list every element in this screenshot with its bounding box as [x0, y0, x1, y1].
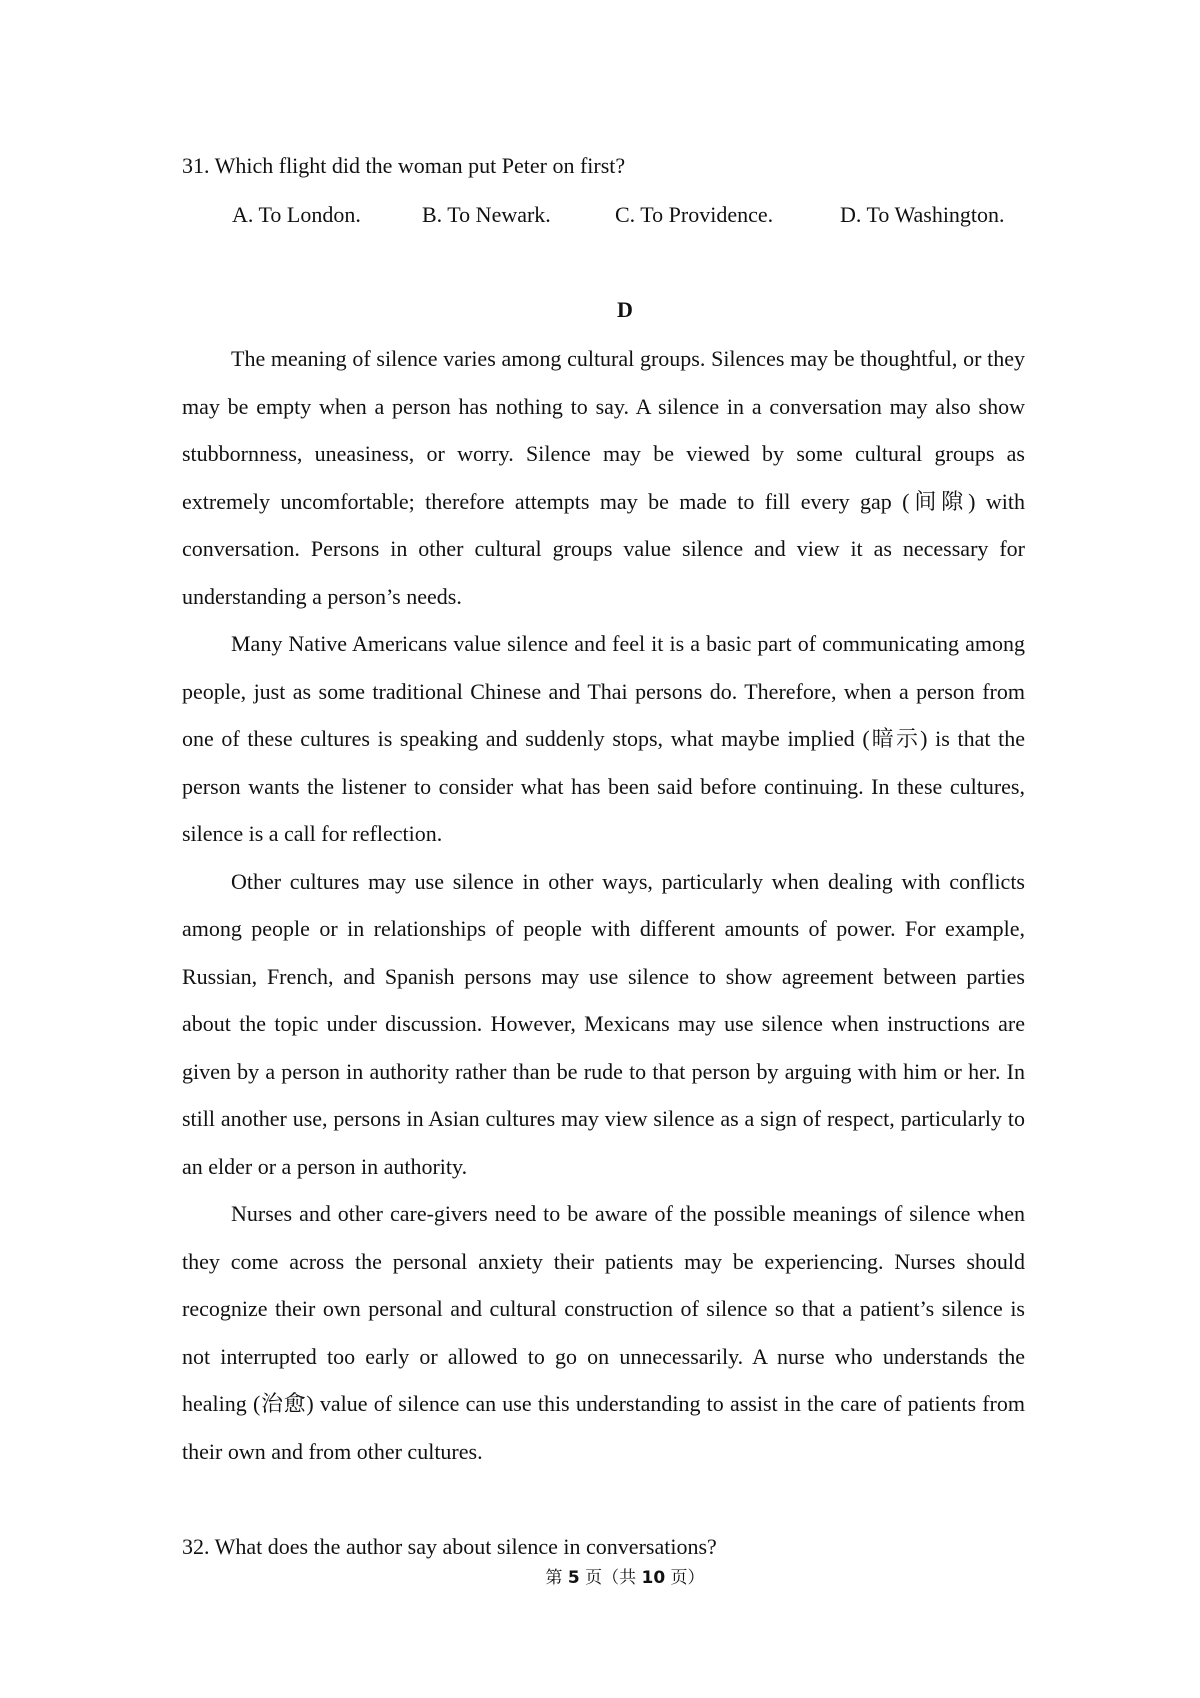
passage-paragraph: The meaning of silence varies among cultural groups. Silences may be thoughtful, or they may be empty when a person has nothing to say. A silence in a conversation may also show stubbornness, uneasiness, or worry. Silence may be viewed by some cultural groups as extremely uncomfortable; therefore attempts may be made to fill every gap (间隙) with conversation. Persons in other cultural groups value silence and view it as necessary for understanding a person’s needs. — [182, 346, 1025, 609]
reading-passage — [182, 335, 1025, 1475]
passage-paragraph: Many Native Americans value silence and feel it is a basic part of communicating among people, just as some traditional Chinese and Thai persons do. Therefore, when a person from one of these cultures is speaking and suddenly stops, what maybe implied (暗示) is that the person wants the listener to consider what has been said before continuing. In these cultures, silence is a call for reflection. — [182, 631, 1025, 846]
option-d: D. To Washington. — [840, 202, 1005, 227]
passage-paragraph: Other cultures may use silence in other ways, particularly when dealing with conflicts among people or in relationships of people with different amounts of power. For example, Russian, French, and Spanish persons may use silence to show agreement between parties about the topic under discussion. However, Mexicans may use silence when instructions are given by a person in authority rather than be rude to that person by arguing with him or her. In still another use, persons in Asian cultures may view silence as a sign of respect, particularly to an elder or a person in authority. — [182, 868, 1025, 1179]
section-heading: D — [617, 297, 633, 322]
footer-middle: 页（共 — [579, 1568, 642, 1588]
footer-suffix: 页） — [665, 1568, 705, 1588]
option-b: B. To Newark. — [422, 202, 551, 227]
footer-page-number: 5 — [567, 1568, 580, 1588]
footer-total-pages: 10 — [641, 1568, 666, 1588]
option-c: C. To Providence. — [615, 202, 774, 227]
question-32: 32. What does the author say about silence in conversations? — [182, 1534, 717, 1559]
passage-paragraph: Nurses and other care-givers need to be aware of the possible meanings of silence when they come across the personal anxiety their patients may be experiencing. Nurses should recognize their own personal and cultural construction of silence so that a patient’s silence is not interrupted too early or allowed to go on unnecessarily. A nurse who understands the healing (治愈) value of silence can use this understanding to assist in the care of patients from their own and from other cultures. — [182, 1201, 1025, 1464]
footer-prefix: 第 — [545, 1568, 568, 1588]
question-31-options — [232, 202, 1032, 228]
option-a: A. To London. — [232, 202, 361, 227]
page-footer — [0, 1563, 1200, 1588]
question-31: 31. Which flight did the woman put Peter on first? — [182, 153, 626, 178]
